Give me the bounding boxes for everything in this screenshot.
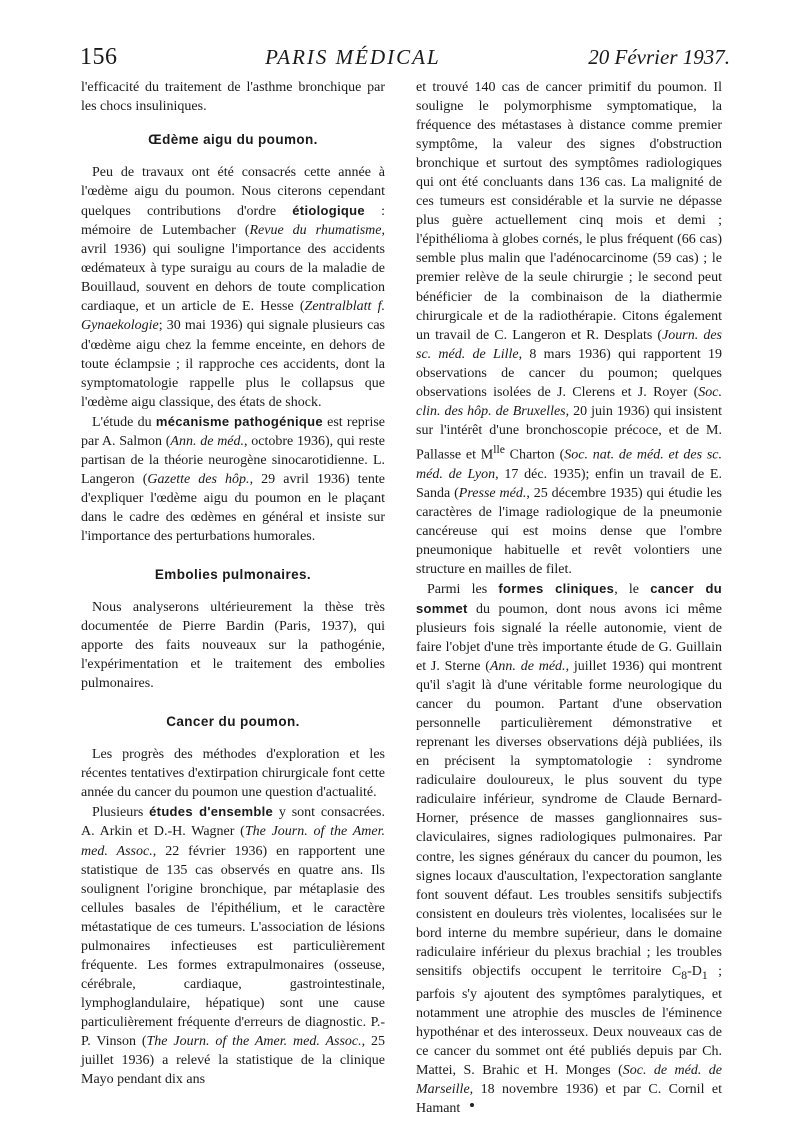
paragraph-etudes-ensemble: Plusieurs études d'ensemble y sont consacrées. A. Arkin et D.-H. Wagner (The Journ. of the Amer. med. Assoc., 22 février 1936) en rapportent une statistique de 135 cas observés en quatre ans. Ils soulignent l'origine bronchique, par métaplasie des cellules basales de l'épithélium, et le caractère métastatique de ces tumeurs. L'association de lésions pulmonaires infectieuses est particulièrement fréquente. Les formes extrapulmonaires (osseuse, cérébrale, cardiaque, gastrointestinale, lymphoglandulaire, hépatique) sont une cause particulièrement fréquente d'erreurs de diagnostic. P.-P. Vinson (The Journ. of the Amer. med. Assoc., 25 juillet 1936) a relevé la statistique de la clinique Mayo pendant dix ans: [81, 804, 385, 1088]
page-number: 156: [80, 44, 118, 70]
issue-date: 20 Février 1937.: [588, 45, 730, 69]
ink-mark: [470, 1103, 474, 1107]
heading-oedeme-aigu: Œdème aigu du poumon.: [148, 132, 318, 148]
paragraph-oedeme-etiologie: Peu de travaux ont été consacrés cette année à l'œdème aigu du poumon. Nous citerons cependant quelques contributions d'ordre étiologique : mémoire de Lutembacher (Revue du rhumatisme, avril 1936) qui souligne l'importance des accidents œdémateux à type suraigu au cours de la maladie de Bouillaud, souvent en dehors de toute complication cardiaque, et un article de E. Hesse (Zentralblatt f. Gynaekologie; 30 mai 1936) qui signale plusieurs cas d'œdème aigu chez la femme enceinte, en dehors de toute éclampsie ; il rapproche ces accidents, dont la symptomatologie rappelle plus le collapsus que l'œdème aigu classique, des états de shock.: [81, 165, 386, 410]
journal-title: PARIS MÉDICAL: [265, 45, 441, 69]
paragraph-cancer-intro: Les progrès des méthodes d'exploration et les récentes tentatives d'extirpation chirurgicale font cette année du cancer du poumon une question d'actualité.: [81, 747, 385, 801]
paragraph-asthme-continuation: l'efficacité du traitement de l'asthme bronchique par les chocs insuliniques.: [81, 80, 385, 115]
paragraph-formes-cliniques: Parmi les formes cliniques, le cancer du sommet du poumon, dont nous avons ici même plusieurs fois signalé la réelle autonomie, vient de faire l'objet d'une très importante étude de G. Guillain et J. Sterne (Ann. de méd., juillet 1936) qui montrent qu'il s'agit là d'une véritable forme neurologique du cancer du poumon. Partant d'une observation personnelle particulièrement démonstrative et reprenant les diverses observations déjà publiées, ils en précisent la symptomatologie : syndrome radiculaire douloureux, le plus souvent du type radiculaire inférieur, syndrome de Claude Bernard-Horner, présence de masses ganglionnaires sus-claviculaires, signes radiologiques pulmonaires. Par contre, les signes généraux du cancer du poumon, les signes locaux d'auscultation, l'expectoration sanglante font souvent défaut. Les troubles sensitifs subjectifs consistent en douleurs très violentes, localisées sur le bord interne du membre supérieur, dans le domaine radiculaire inférieur du plexus brachial ; les troubles sensitifs objectifs occupent le territoire $C_8-D_1$ ; parfois s'y ajoutent des symptômes paralytiques, et notamment une atrophie des muscles de l'éminence hypothénar et des interosseux. Deux nouveaux cas de ce cancer du sommet ont été publiés depuis par Ch. Mattei, S. Brahic et H. Monges (Soc. de méd. de Marseille, 18 novembre 1936) et par C. Cornil et Hamant: [416, 580, 723, 1116]
right-column: [416, 78, 722, 1118]
heading-embolies-pulmonaires: Embolies pulmonaires.: [154, 567, 312, 583]
heading-cancer-poumon: Cancer du poumon.: [166, 714, 300, 730]
paragraph-oedeme-mecanisme: L'étude du mécanisme pathogénique est reprise par A. Salmon (Ann. de méd., octobre 1936), qui reste partisan de la théorie neurogène sinocarotidienne. L. Langeron (Gazette des hôp., 29 avril 1936) tente d'expliquer l'œdème aigu du poumon en le plaçant dans le cadre des œdèmes en général et insiste sur l'importance des perturbations humorales.: [81, 413, 386, 544]
paragraph-embolies: Nous analyserons ultérieurement la thèse très documentée de Pierre Bardin (Paris, 1937), qui apporte des faits nouveaux sur la pathogénie, l'expérimentation et le traitement des embolies pulmonaires.: [81, 600, 385, 692]
page-header: [80, 44, 730, 74]
paragraph-mayo-continuation: et trouvé 140 cas de cancer primitif du poumon. Il souligne le polymorphisme symptomatique, la fréquence des métastases à distance comme premier symptôme, la valeur des signes d'obstruction bronchique et surtout des symptômes radiologiques qui ont été concluants dans 136 cas. La malignité de ces tumeurs est considérable et la survie ne dépasse plus guère actuellement cinq mois et demi ; l'épithélioma à globes cornés, le plus fréquent (66 cas) semble plus malin que l'adénocarcinome (59 cas) ; le premier relève de la seule chirurgie ; le second peut bénéficier de la combinaison de la diathermie chirurgicale et de la radiothérapie. Citons également un travail de C. Langeron et R. Desplats (Journ. des sc. méd. de Lille, 8 mars 1936) qui rapportent 19 observations de cancer du poumon; quelques observations isolées de J. Clerens et J. Royer (Soc. clin. des hôp. de Bruxelles, 20 juin 1936) qui insistent sur l'intérêt d'une bronchoscopie précoce, et de M. Pallasse et $M^{lle}$ Charton (Soc. nat. de méd. et des sc. méd. de Lyon, 17 déc. 1935); enfin un travail de E. Sanda (Presse méd., 25 décembre 1935) qui étudie les caractères de l'image radiologique de la pneumonie cancéreuse qui est moins dense que l'ombre pneumonique habituelle et revêt volontiers une structure en mailles de filet.: [416, 80, 723, 577]
left-column: [81, 78, 385, 1089]
